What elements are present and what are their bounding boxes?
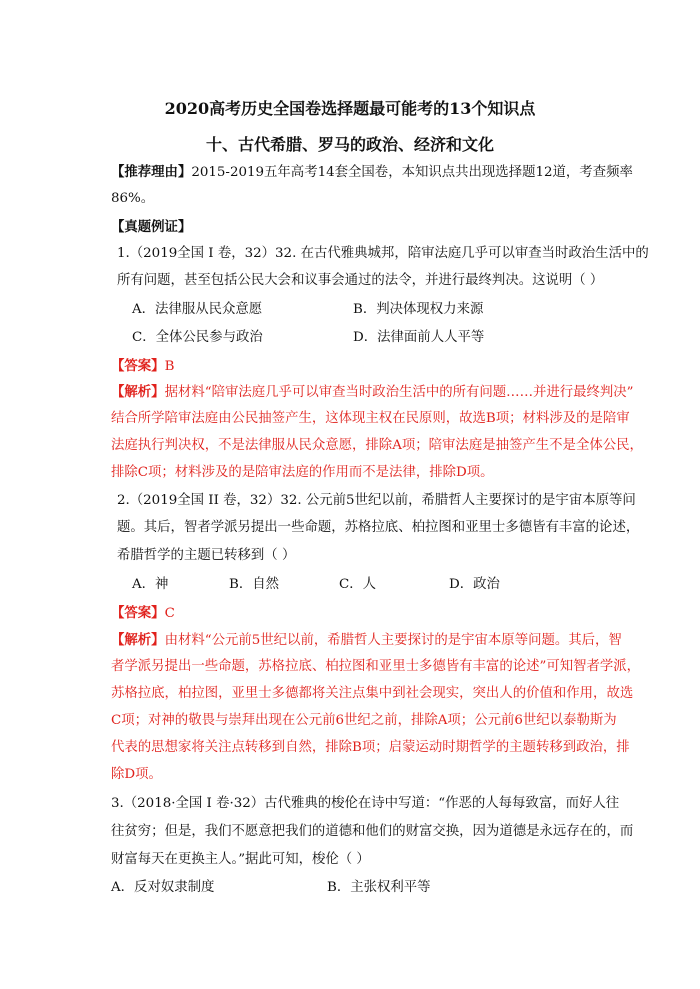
answer-value: B — [164, 359, 175, 374]
question-1-option-c: C．全体公民参与政治 — [132, 330, 263, 345]
question-2-option-a: A．神 — [132, 577, 169, 592]
reason-paragraph — [111, 163, 633, 182]
analysis-label: 【解析】 — [111, 384, 165, 400]
question-1-option-b: B．判决体现权力来源 — [353, 302, 484, 317]
question-1-analysis-cont: 排除C项；材料涉及的是陪审法庭的作用而不是法律，排除D项。 — [111, 465, 494, 480]
question-1-stem-cont: 所有问题，甚至包括公民大会和议事会通过的法令，并进行最终判决。这说明（ ） — [117, 273, 604, 288]
reason-text-cont: 86%。 — [111, 191, 155, 206]
question-1-stem: 1.（2019全国 I 卷，32）32. 在古代雅典城邦，陪审法庭几乎可以审查当时政治生活中的 — [117, 246, 649, 261]
analysis-text: 据材料“陪审法庭几乎可以审查当时政治生活中的所有问题……并进行最终判决” — [164, 385, 634, 400]
question-2-stem: 2.（2019全国 II 卷，32）32. 公元前5世纪以前，希腊哲人主要探讨的是宇宙本原等问 — [117, 493, 636, 508]
question-3-option-a: A．反对奴隶制度 — [111, 880, 215, 895]
question-2-option-b: B．自然 — [229, 577, 280, 592]
question-3-stem-cont: 往贫穷；但是，我们不愿意把我们的道德和他们的财富交换，因为道德是永远存在的，而 — [111, 824, 634, 839]
question-2-stem-cont: 题。其后，智者学派另提出一些命题，苏格拉底、柏拉图和亚里士多德皆有丰富的论述， — [117, 520, 640, 535]
question-2-analysis-cont: 代表的思想家将关注点转移到自然，排除B项；启蒙运动时期哲学的主题转移到政治，排 — [111, 740, 630, 755]
question-1-analysis — [111, 383, 634, 402]
question-2-analysis-cont: C项；对神的敬畏与崇拜出现在公元前6世纪之前，排除A项；公元前6世纪以泰勒斯为 — [111, 713, 617, 728]
question-2-analysis — [111, 631, 622, 650]
question-3-option-b: B．主张权利平等 — [327, 880, 431, 895]
reason-text: 2015-2019五年高考14套全国卷，本知识点共出现选择题12道，考查频率 — [191, 165, 633, 180]
question-1-answer — [111, 357, 174, 376]
question-2-analysis-cont: 苏格拉底，柏拉图，亚里士多德都将关注点集中到社会现实，突出人的价值和作用，故选 — [111, 686, 634, 701]
section-subtitle: 十、古代希腊、罗马的政治、经济和文化 — [205, 135, 494, 154]
question-3-stem: 3.（2018·全国 I 卷·32）古代雅典的梭伦在诗中写道：“作恶的人每每致富，而好人往 — [111, 796, 620, 811]
question-1-analysis-cont: 结合所学陪审法庭由公民抽签产生，这体现主权在民原则，故选B项；材料涉及的是陪审 — [111, 411, 630, 426]
question-1-option-a: A．法律服从民众意愿 — [132, 302, 263, 317]
question-1-option-d: D．法律面前人人平等 — [353, 330, 485, 345]
answer-value: C — [164, 606, 175, 621]
analysis-label: 【解析】 — [111, 632, 165, 648]
question-2-analysis-cont: 者学派另提出一些命题，苏格拉底、柏拉图和亚里士多德皆有丰富的论述”可知智者学派， — [111, 659, 641, 674]
examples-label: 【真题例证】 — [111, 219, 192, 235]
question-2-stem-cont: 希腊哲学的主题已转移到（ ） — [117, 548, 296, 563]
answer-label: 【答案】 — [111, 358, 165, 374]
document-title: 2020高考历史全国卷选择题最可能考的13个知识点 — [164, 99, 536, 118]
question-2-option-c: C．人 — [339, 577, 377, 592]
analysis-text: 由材料“公元前5世纪以前，希腊哲人主要探讨的是宇宙本原等问题。其后，智 — [164, 633, 622, 648]
question-2-answer — [111, 604, 175, 623]
question-3-stem-cont: 财富每天在更换主人。”据此可知，梭伦（ ） — [111, 852, 370, 867]
answer-label: 【答案】 — [111, 605, 165, 621]
question-1-analysis-cont: 法庭执行判决权，不是法律服从民众意愿，排除A项；陪审法庭是抽签产生不是全体公民， — [111, 438, 643, 453]
reason-label: 【推荐理由】 — [111, 164, 192, 180]
question-2-analysis-cont: 除D项。 — [111, 767, 162, 782]
question-2-option-d: D．政治 — [449, 577, 500, 592]
